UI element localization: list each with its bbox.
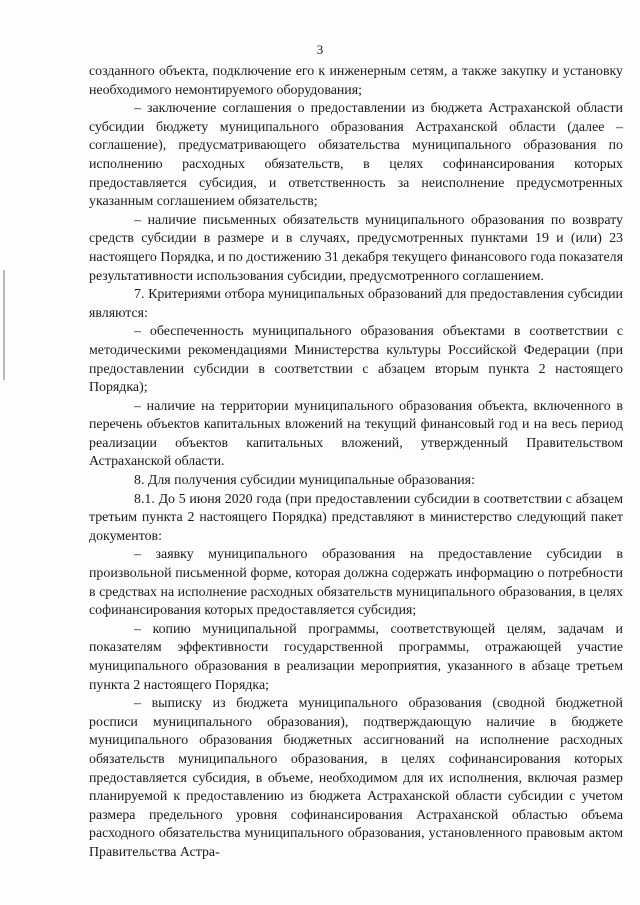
paragraph: – копию муниципальной программы, соответствующей целям, задачам и показателям эффективности государственной программы, отражающей участие муниципального образования в реализации мероприятия, указанного в абзаце третьем пункта 2 настоящего Порядка; <box>89 621 623 693</box>
paragraph: – выписку из бюджета муниципального образования (сводной бюджетной росписи муниципального образования), подтверждающую наличие в бюджете муниципального образования бюджетных ассигнований на исполнение расходных обязательств муниципального образования, в целях софинансирования которых предоставляется субсидия, в объеме, необходимом для их исполнения, включая размер планируемой к предоставлению из бюджета Астраханской области субсидии с учетом размера предельного уровня софинансирования Астраханской областью объема расходного обязательства муниципального образования, установленного правовым актом Правительства Астра- <box>89 696 623 860</box>
document-body <box>89 63 623 863</box>
paragraph: – заявку муниципального образования на предоставление субсидии в произвольной письменной форме, которая должна содержать информацию о потребности в средствах на исполнение расходных обязательств муниципального образования, в целях софинансирования которых предоставляется субсидия; <box>89 547 623 619</box>
paragraph: 8.1. До 5 июня 2020 года (при предоставлении субсидии в соответствии с абзацем третьим пункта 2 настоящего Порядка) представляют в министерство следующий пакет документов: <box>89 491 623 544</box>
scan-edge-mark <box>3 330 5 380</box>
paragraph: 8. Для получения субсидии муниципальные образования: <box>134 473 475 489</box>
paragraph: – наличие письменных обязательств муниципального образования по возврату средств субсидии в размере и в случаях, предусмотренных пунктами 19 и (или) 23 настоящего Порядка, и по достижению 31 декабря текущего финансового года показателя результативности использования субсидии, предусмотренного соглашением. <box>89 212 623 284</box>
paragraph: – заключение соглашения о предоставлении из бюджета Астраханской области субсидии бюджету муниципального образования Астраханской области (далее – соглашение), предусматривающего обязательства муниципального образования по исполнению расходных обязательств, в целях софинансирования которых предоставляется субсидия, и ответственность за неисполнение предусмотренных указанным соглашением обязательств; <box>89 101 623 210</box>
paragraph: – наличие на территории муниципального образования объекта, включенного в перечень объектов капитальных вложений на текущий финансовый год и на весь период реализации объектов капитальных вложений, утвержденный Правительством Астраханской области. <box>89 398 623 470</box>
page-number: 3 <box>316 42 324 57</box>
paragraph: – обеспеченность муниципального образования объектами в соответствии с методическими рекомендациями Министерства культуры Российской Федерации (при предоставлении субсидии в соответствии с абзацем вторым пункта 2 настоящего Порядка); <box>89 324 623 396</box>
scan-edge-mark <box>3 270 5 330</box>
paragraph: созданного объекта, подключение его к инженерным сетям, а также закупку и установку необходимого немонтируемого оборудования; <box>89 64 623 98</box>
paragraph: 7. Критериями отбора муниципальных образований для предоставления субсидии являются: <box>89 287 623 321</box>
